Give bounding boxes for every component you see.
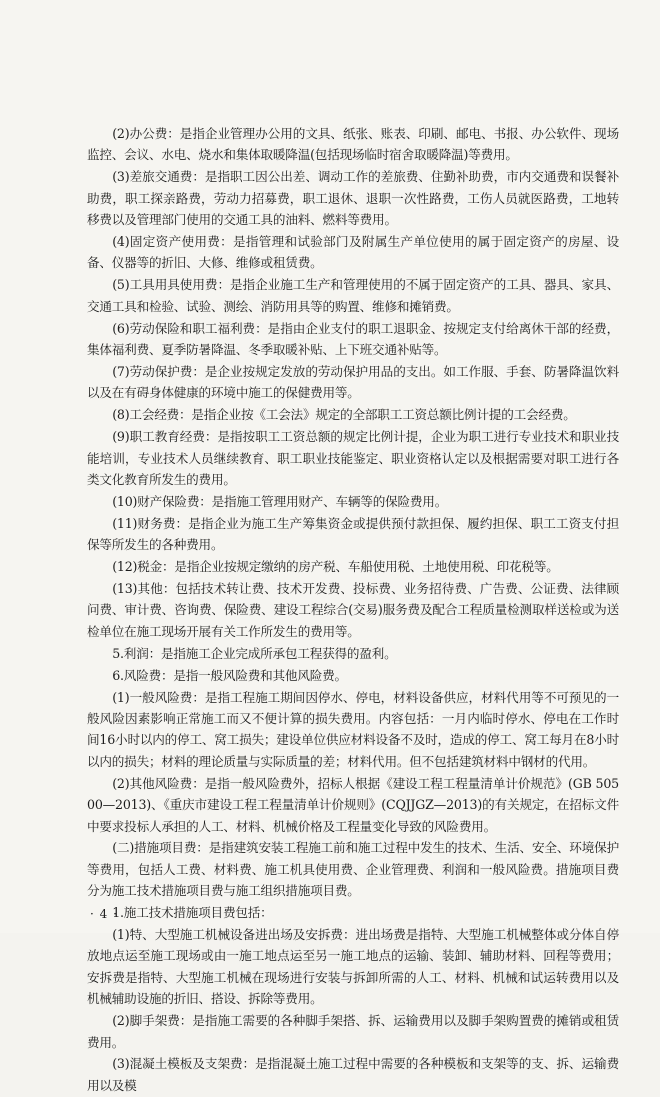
- paragraph: (8)工会经费：是指企业按《工会法》规定的全部职工工资总额比例计提的工会经费。: [112, 407, 576, 423]
- page-number: · 4 ·: [90, 907, 118, 921]
- paragraph: (9)职工教育经费：是指按职工工资总额的规定比例计提，企业为职工进行专业技术和职业技能培训，专业技术人员继续教育、职工职业技能鉴定、职业资格认定以及根据需要对职工进行各类文化教育所发生的费用。: [87, 429, 619, 487]
- paragraph: (12)税金：是指企业按规定缴纳的房产税、车船使用税、土地使用税、印花税等。: [112, 559, 559, 575]
- paragraph: (2)脚手架费：是指施工需要的各种脚手架搭、拆、运输费用以及脚手架购置费的摊销或租赁费用。: [87, 1013, 619, 1050]
- section-heading: 1.施工技术措施项目费包括：: [112, 905, 273, 921]
- section-heading: 6.风险费：是指一般风险费和其他风险费。: [112, 667, 347, 683]
- paragraph: (10)财产保险费：是指施工管理用财产、车辆等的保险费用。: [112, 493, 448, 509]
- paragraph: (1)一般风险费：是指工程施工期间因停水、停电，材料设备供应，材料代用等不可预见的一般风险因素影响正常施工而又不便计算的损失费用。内容包括：一月内临时停水、停电在工作时间16小时以内的停工、窝工损失；建设单位供应材料设备不及时，造成的停工、窝工每月在8小时以内的损失；材料的理论质量与实际质量的差；材料代用。但不包括建筑材料中钢材的代用。: [87, 689, 619, 769]
- paragraph: (3)混凝土模板及支架费：是指混凝土施工过程中需要的各种模板和支架等的支、拆、运输费用以及模: [87, 1056, 619, 1093]
- body-text: [87, 123, 619, 1097]
- paragraph: (1)特、大型施工机械设备进出场及安拆费：进出场费是指特、大型施工机械整体或分体自停放地点运至施工现场或由一施工地点运至另一施工地点的运输、装卸、辅助材料、回程等费用；安拆费是指特、大型施工机械在现场进行安装与拆卸所需的人工、材料、机械和试运转费用以及机械辅助设施的折旧、搭设、拆除等费用。: [87, 927, 619, 1007]
- section-heading: 5.利润：是指施工企业完成所承包工程获得的盈利。: [112, 645, 397, 661]
- paragraph: (5)工具用具使用费：是指企业施工生产和管理使用的不属于固定资产的工具、器具、家具、交通工具和检验、试验、测绘、消防用具等的购置、维修和摊销费。: [87, 277, 619, 314]
- paragraph: (6)劳动保险和职工福利费：是指由企业支付的职工退职金、按规定支付给离休干部的经费，集体福利费、夏季防暑降温、冬季取暖补贴、上下班交通补贴等。: [87, 320, 619, 358]
- paragraph: (4)固定资产使用费：是指管理和试验部门及附属生产单位使用的属于固定资产的房屋、设备、仪器等的折旧、大修、维修或租赁费。: [87, 234, 619, 271]
- paragraph: (13)其他：包括技术转让费、技术开发费、投标费、业务招待费、广告费、公证费、法律顾问费、审计费、咨询费、保险费、建设工程综合(交易)服务费及配合工程质量检测取样送检或为送检单位在施工现场开展有关工作所发生的费用等。: [87, 581, 619, 639]
- paragraph: (7)劳动保护费：是企业按规定发放的劳动保护用品的支出。如工作服、手套、防暑降温饮料以及在有碍身体健康的环境中施工的保健费用等。: [87, 363, 619, 401]
- paragraph: (11)财务费：是指企业为施工生产筹集资金或提供预付款担保、履约担保、职工工资支付担保等所发生的各种费用。: [87, 515, 619, 553]
- paragraph: (2)办公费：是指企业管理办公用的文具、纸张、账表、印刷、邮电、书报、办公软件、现场监控、会议、水电、烧水和集体取暖降温(包括现场临时宿舍取暖降温)等费用。: [87, 126, 619, 163]
- paragraph: (2)其他风险费：是指一般风险费外，招标人根据《建设工程工程量清单计价规范》(GB 50500—2013)、《重庆市建设工程工程量清单计价规则》(CQJJGZ—2013)的有关规定，在招标文件中要求投标人承担的人工、材料、机械价格及工程量变化导致的风险费用。: [87, 775, 619, 834]
- paragraph: (二)措施项目费：是指建筑安装工程施工前和施工过程中发生的技术、生活、安全、环境保护等费用，包括人工费、材料费、施工机具使用费、企业管理费、利润和一般风险费。措施项目费分为施工技术措施项目费与施工组织措施项目费。: [87, 840, 619, 899]
- paragraph: (3)差旅交通费：是指职工因公出差、调动工作的差旅费、住勤补助费，市内交通费和误餐补助费，职工探亲路费，劳动力招募费，职工退休、退职一次性路费，工伤人员就医路费，工地转移费以及管理部门使用的交通工具的油料、燃料等费用。: [87, 169, 619, 228]
